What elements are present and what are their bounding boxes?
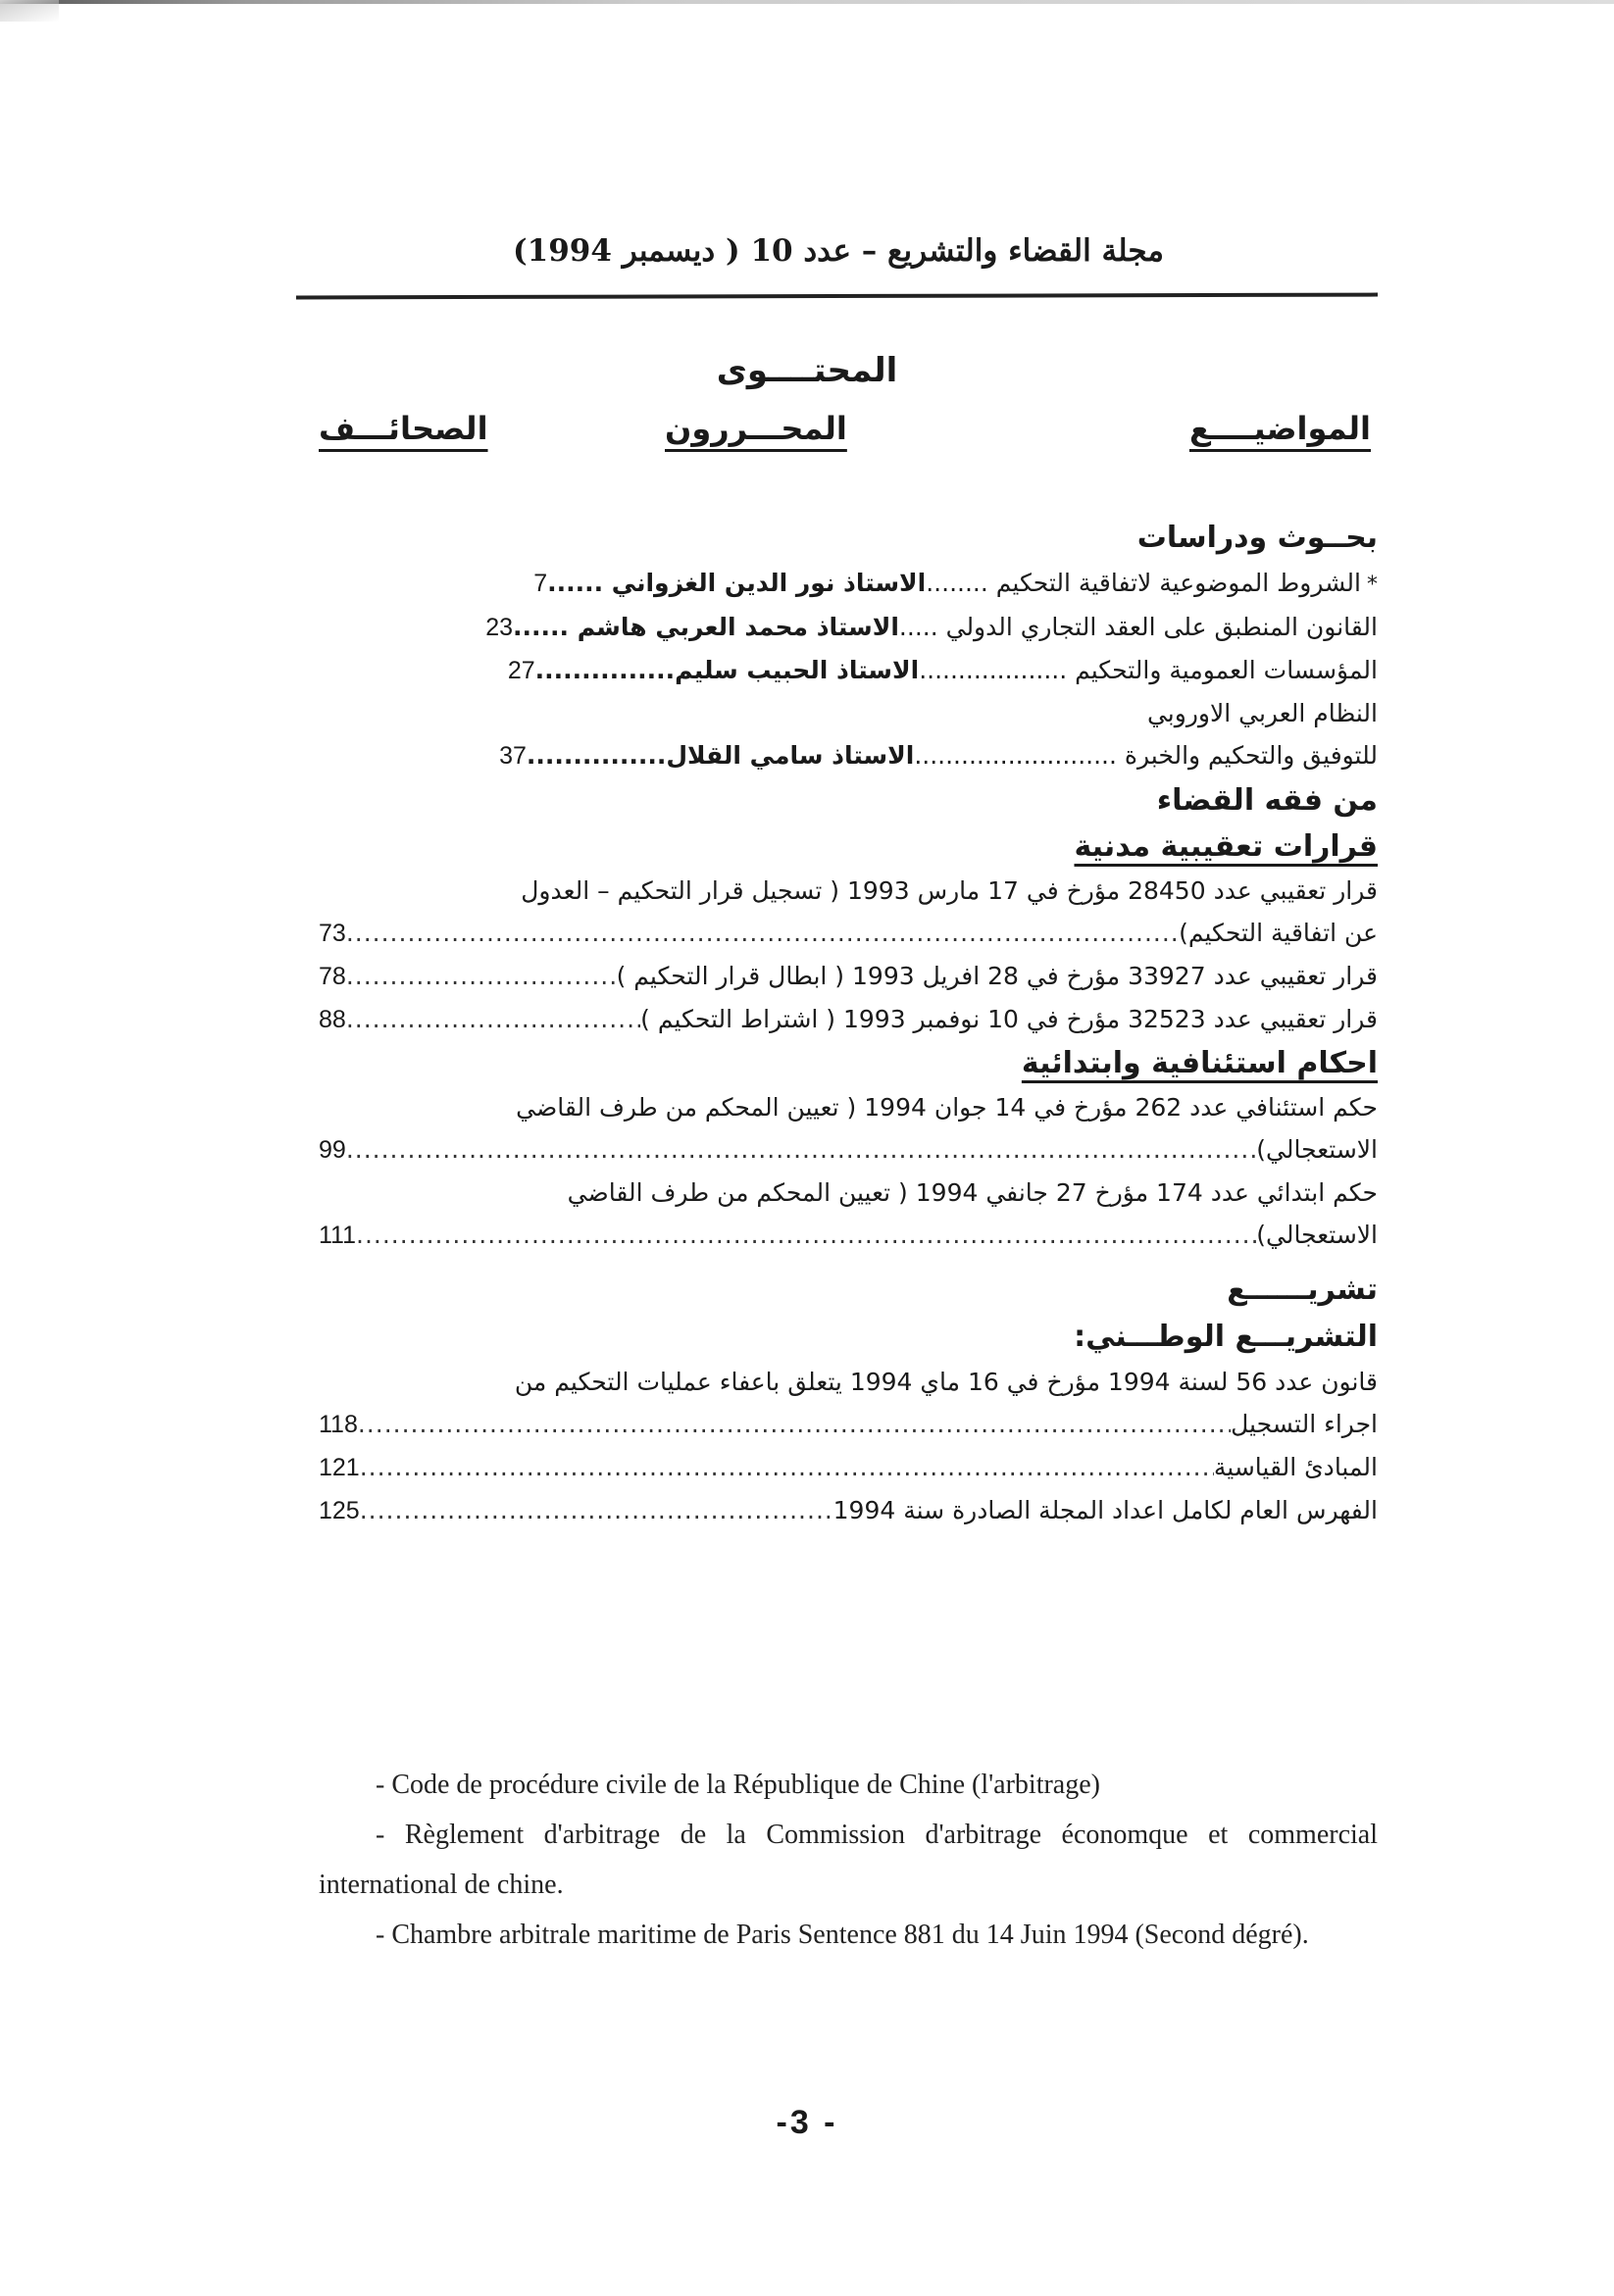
subsection-title-judgments: احكام استئنافية وابتدائية — [1021, 1046, 1378, 1080]
entry-page: 118 — [319, 1411, 358, 1438]
toc-entry[interactable] — [319, 606, 1378, 649]
leader-dots — [346, 912, 1179, 954]
entry-title: اجراء التسجيل — [1231, 1410, 1378, 1438]
entry-line: قانون عدد 56 لسنة 1994 مؤرخ في 16 ماي 1994 يتعلق باعفاء عمليات التحكيم من — [514, 1368, 1378, 1396]
toc-entry[interactable] — [319, 562, 1378, 606]
entry-author: الاستاذ الحبيب سليم............... — [534, 656, 920, 684]
toc-entry[interactable] — [319, 912, 1378, 955]
subsection-title-cassation: قرارات تعقيبية مدنية — [1074, 829, 1378, 864]
toc-content — [319, 515, 1378, 1532]
entry-title: المبادئ القياسية — [1213, 1453, 1378, 1481]
subsection-title-national: التشريـــع الوطـــني: — [1074, 1320, 1378, 1354]
asterisk-marker: * — [1367, 573, 1378, 597]
leader-dots — [360, 1446, 1214, 1488]
entry-title: الاستعجالي) — [1256, 1221, 1378, 1249]
entry-page: 125 — [319, 1497, 360, 1524]
section-title-research: بحــوث ودراسات — [1136, 521, 1378, 555]
toc-entry[interactable] — [319, 734, 1378, 777]
entry-page: 73 — [319, 920, 346, 947]
toc-entry[interactable] — [319, 955, 1378, 998]
entry-title: قرار تعقيبي عدد 32523 مؤرخ في 10 نوفمبر 1993 ( اشتراط التحكيم ) — [640, 1005, 1378, 1033]
entry-title: الفهرس العام لكامل اعداد المجلة الصادرة سنة 1994 — [832, 1496, 1378, 1524]
entry-page: 88 — [319, 1006, 346, 1033]
toc-entry[interactable] — [319, 1403, 1378, 1446]
scan-corner-shadow — [0, 0, 59, 22]
entry-title: الاستعجالي) — [1256, 1135, 1378, 1164]
french-item[interactable]: - Code de procédure civile de la République de Chine (l'arbitrage) — [376, 1770, 1100, 1800]
toc-entry[interactable] — [319, 649, 1378, 692]
entry-line: قرار تعقيبي عدد 28450 مؤرخ في 17 مارس 1993 ( تسجيل قرار التحكيم – العدول — [521, 876, 1378, 905]
journal-header: مجلة القضاء والتشريع – عدد 10 ( ديسمبر 1994) — [512, 233, 1165, 269]
section-title-jurisprudence: من فقه القضاء — [1156, 783, 1378, 818]
entry-title: الشروط الموضوعية لاتفاقية التحكيم ........ — [926, 569, 1361, 597]
french-items — [319, 1760, 1378, 1960]
entry-page: 121 — [319, 1454, 360, 1481]
leader-dots — [356, 1214, 1256, 1256]
leader-dots — [360, 1489, 833, 1531]
header-rule — [296, 293, 1378, 300]
toc-entry[interactable] — [319, 1489, 1378, 1532]
toc-title: المحتــــوى — [716, 351, 898, 390]
column-heading-pages: الصحائـــف — [319, 410, 488, 447]
entry-title-line1: النظام العربي الاوروبي — [1146, 699, 1378, 727]
toc-entry[interactable] — [319, 1446, 1378, 1489]
french-item[interactable]: - Règlement d'arbitrage de la Commission d'arbitrage économque et commercial international de chine. — [319, 1820, 1378, 1900]
leader-dots — [346, 1128, 1256, 1171]
entry-page: 27 — [507, 657, 535, 684]
entry-author: الاستاذ نور الدين الغزواني ...... — [547, 569, 927, 597]
leader-dots — [346, 955, 617, 997]
entry-title: عن اتفاقية التحكيم) — [1179, 919, 1378, 947]
entry-page: 111 — [319, 1222, 357, 1249]
entry-page: 7 — [533, 570, 548, 597]
entry-title: قرار تعقيبي عدد 33927 مؤرخ في 28 افريل 1993 ( ابطال قرار التحكيم ) — [616, 962, 1378, 990]
leader-dots — [358, 1403, 1231, 1445]
entry-page: 37 — [499, 742, 527, 770]
toc-entry[interactable] — [319, 1214, 1378, 1257]
scan-top-edge — [0, 0, 1614, 4]
toc-entry[interactable] — [319, 1128, 1378, 1172]
entry-page: 78 — [319, 963, 346, 990]
spacer — [319, 1257, 1378, 1267]
entry-author: الاستاذ محمد العربي هاشم ...... — [513, 613, 899, 641]
entry-title: المؤسسات العمومية والتحكيم ................... — [919, 656, 1378, 684]
column-heading-editors: المحـــررون — [665, 410, 847, 447]
column-heading-topics: المواضيــــع — [1188, 410, 1371, 447]
entry-title: للتوفيق والتحكيم والخبرة .......................... — [914, 741, 1378, 770]
page-number: -3 - — [776, 2104, 838, 2141]
entry-page: 23 — [485, 614, 514, 641]
entry-title: القانون المنطبق على العقد التجاري الدولي ..... — [898, 613, 1378, 641]
entry-page: 99 — [319, 1136, 346, 1164]
entry-line: حكم ابتدائي عدد 174 مؤرخ 27 جانفي 1994 ( تعيين المحكم من طرف القاضي — [567, 1178, 1378, 1207]
entry-author: الاستاذ سامي القلال............... — [526, 741, 915, 770]
toc-entry[interactable] — [319, 998, 1378, 1041]
leader-dots — [346, 998, 640, 1040]
section-title-legislation: تشريــــــع — [1227, 1273, 1378, 1307]
entry-line: حكم استئنافي عدد 262 مؤرخ في 14 جوان 1994 ( تعيين المحكم من طرف القاضي — [516, 1093, 1378, 1122]
french-item[interactable]: - Chambre arbitrale maritime de Paris Sentence 881 du 14 Juin 1994 (Second dégré). — [376, 1920, 1309, 1950]
